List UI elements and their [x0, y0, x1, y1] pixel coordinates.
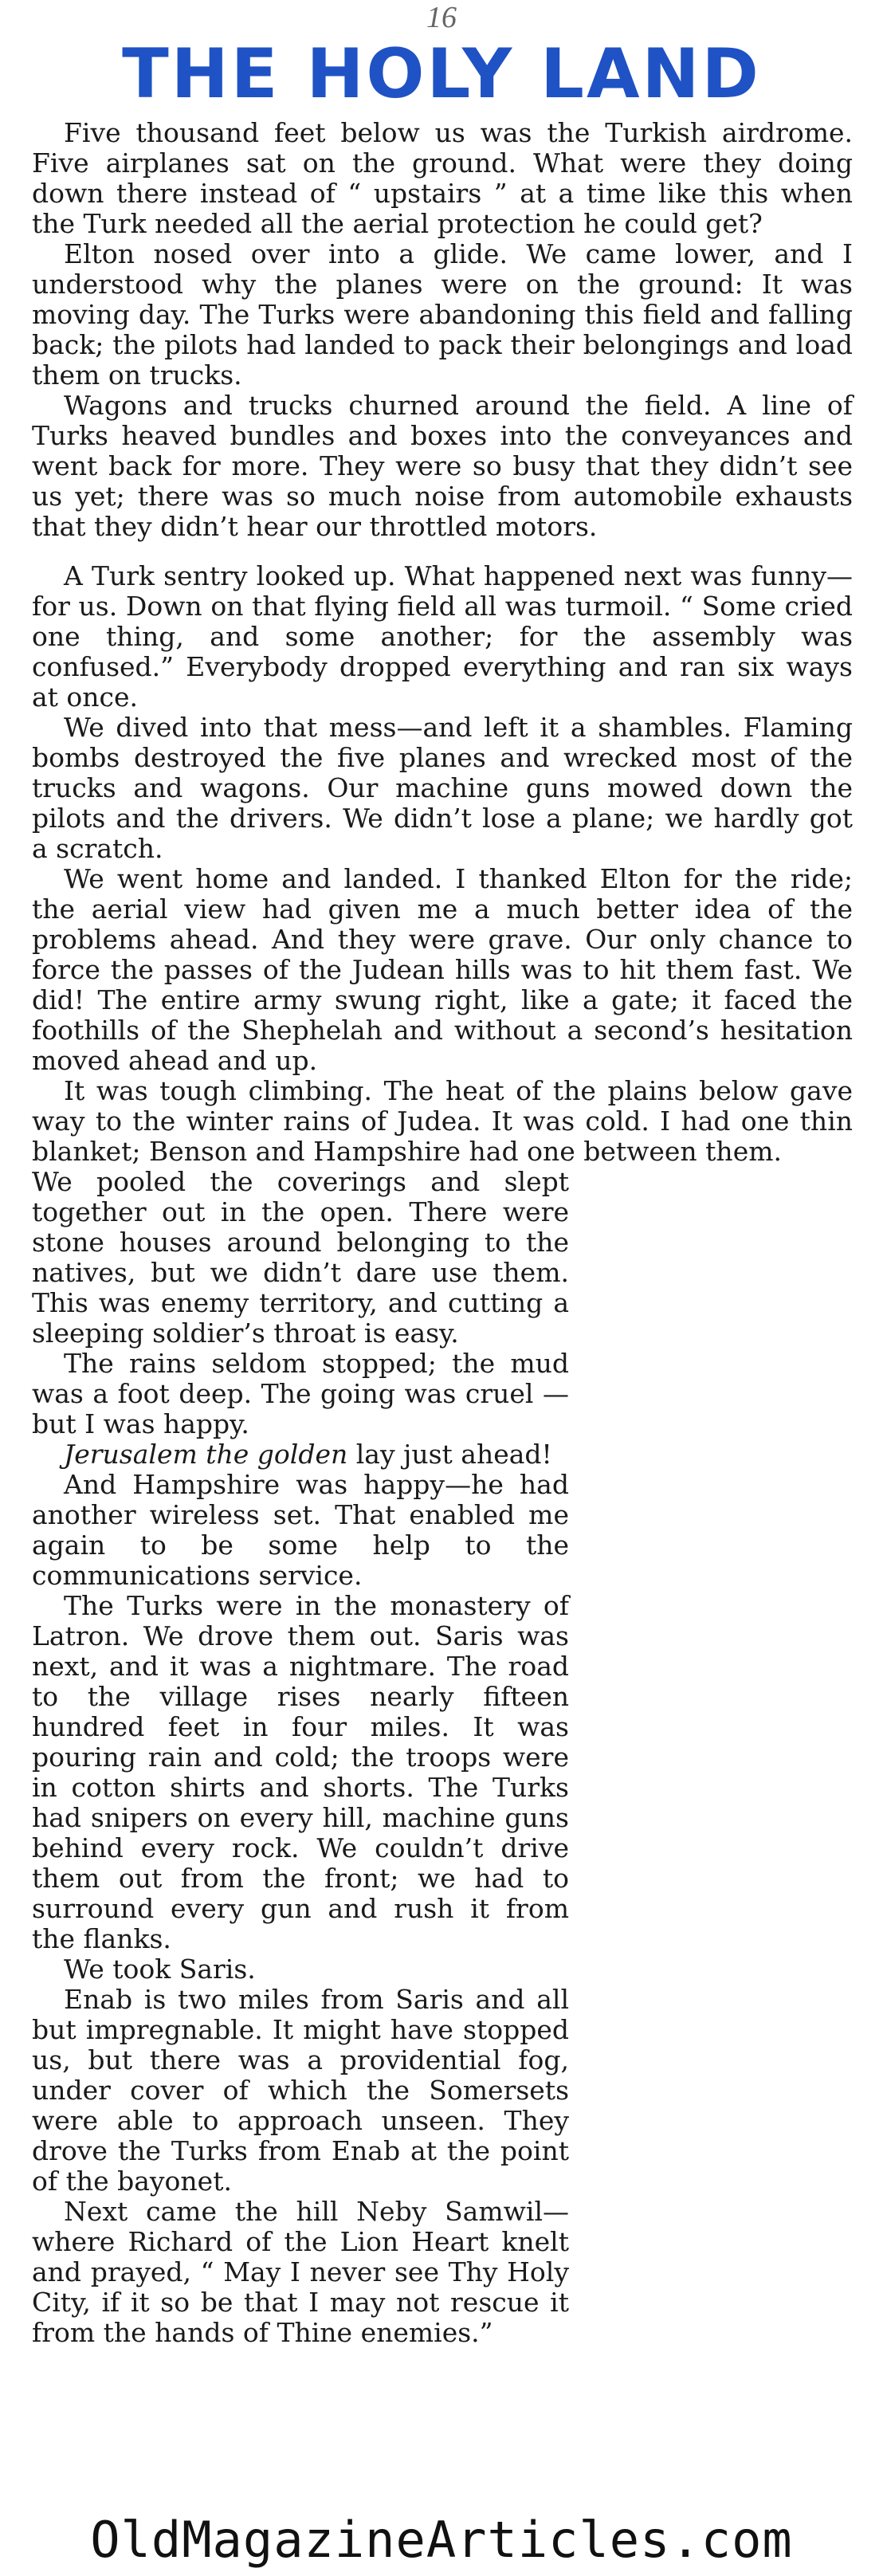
- paragraph: The Turks were in the monastery of Latron. We drove them out. Saris was next, and it was a nightmare. The road to the village rises nearly fifteen hundred feet in four miles. It was pouring rain and cold; the troops were in cotton shirts and shorts. The Turks had snipers on every hill, machine guns behind every rock. We couldn’t drive them out from the front; we had to surround every gun and rush it from the flanks.: [32, 1590, 569, 1954]
- paragraph-rest: lay just ahead!: [347, 1439, 552, 1470]
- page-number: 16: [426, 1, 457, 34]
- paragraph: A Turk sentry looked up. What happened next was funny—for us. Down on that flying field all was turmoil. “ Some cried one thing, and some another; for the assembly was confused.” Everybody dropped everything and ran six ways at once.: [32, 560, 853, 713]
- paragraph: We went home and landed. I thanked Elton for the ride; the aerial view had given me a much better idea of the problems ahead. And they were grave. Our only chance to force the passes of the Judean hills was to hit them fast. We did! The entire army swung right, like a gate; it faced the foothills of the Shephelah and without a second’s hesitation moved ahead and up.: [32, 863, 853, 1076]
- italic-phrase: Jerusalem the golden: [64, 1439, 348, 1470]
- paragraph: [32, 1439, 569, 1470]
- site-footer: OldMagazineArticles.com: [90, 2511, 793, 2569]
- paragraph: We took Saris.: [64, 1954, 256, 1985]
- page-title: THE HOLY LAND: [122, 34, 761, 114]
- paragraph: We pooled the coverings and slept together out in the open. There were stone houses around belonging to the natives, but we didn’t dare use them. This was enemy territory, and cutting a sleeping soldier’s throat is easy.: [32, 1166, 569, 1349]
- paragraph: Five thousand feet below us was the Turkish airdrome. Five airplanes sat on the ground. What were they doing down there instead of “ upstairs ” at a time like this when the Turk needed all the aerial protection he could get?: [32, 117, 853, 239]
- paragraph: And Hampshire was happy—he had another wireless set. That enabled me again to be some help to the communications service.: [32, 1469, 569, 1591]
- paragraph: Wagons and trucks churned around the field. A line of Turks heaved bundles and boxes into the conveyances and went back for more. They were so busy that they didn’t see us yet; there was so much noise from automobile exhausts that they didn’t hear our throttled motors.: [32, 390, 853, 542]
- paragraph: Enab is two miles from Saris and all but impregnable. It might have stopped us, but there was a providential fog, under cover of which the Somersets were able to approach unseen. They drove the Turks from Enab at the point of the bayonet.: [32, 1984, 569, 2197]
- paragraph: We dived into that mess—and left it a shambles. Flaming bombs destroyed the five planes and wrecked most of the trucks and wagons. Our machine guns mowed down the pilots and the drivers. We didn’t lose a plane; we hardly got a scratch.: [32, 712, 853, 864]
- paragraph: It was tough climbing. The heat of the plains below gave way to the winter rains of Judea. It was cold. I had one thin blanket; Benson and Hampshire had one between them.: [32, 1075, 853, 1167]
- paragraph: The rains seldom stopped; the mud was a foot deep. The going was cruel —but I was happy.: [32, 1348, 569, 1439]
- narrow-column: [32, 1167, 569, 2348]
- article-body: [32, 118, 853, 2348]
- paragraph: Next came the hill Neby Samwil—where Richard of the Lion Heart knelt and prayed, “ May I never see Thy Holy City, if it so be that I may not rescue it from the hands of Thine enemies.”: [32, 2196, 569, 2348]
- paragraph: Elton nosed over into a glide. We came lower, and I understood why the planes were on the ground: It was moving day. The Turks were abandoning this field and falling back; the pilots had landed to pack their belongings and load them on trucks.: [32, 238, 853, 391]
